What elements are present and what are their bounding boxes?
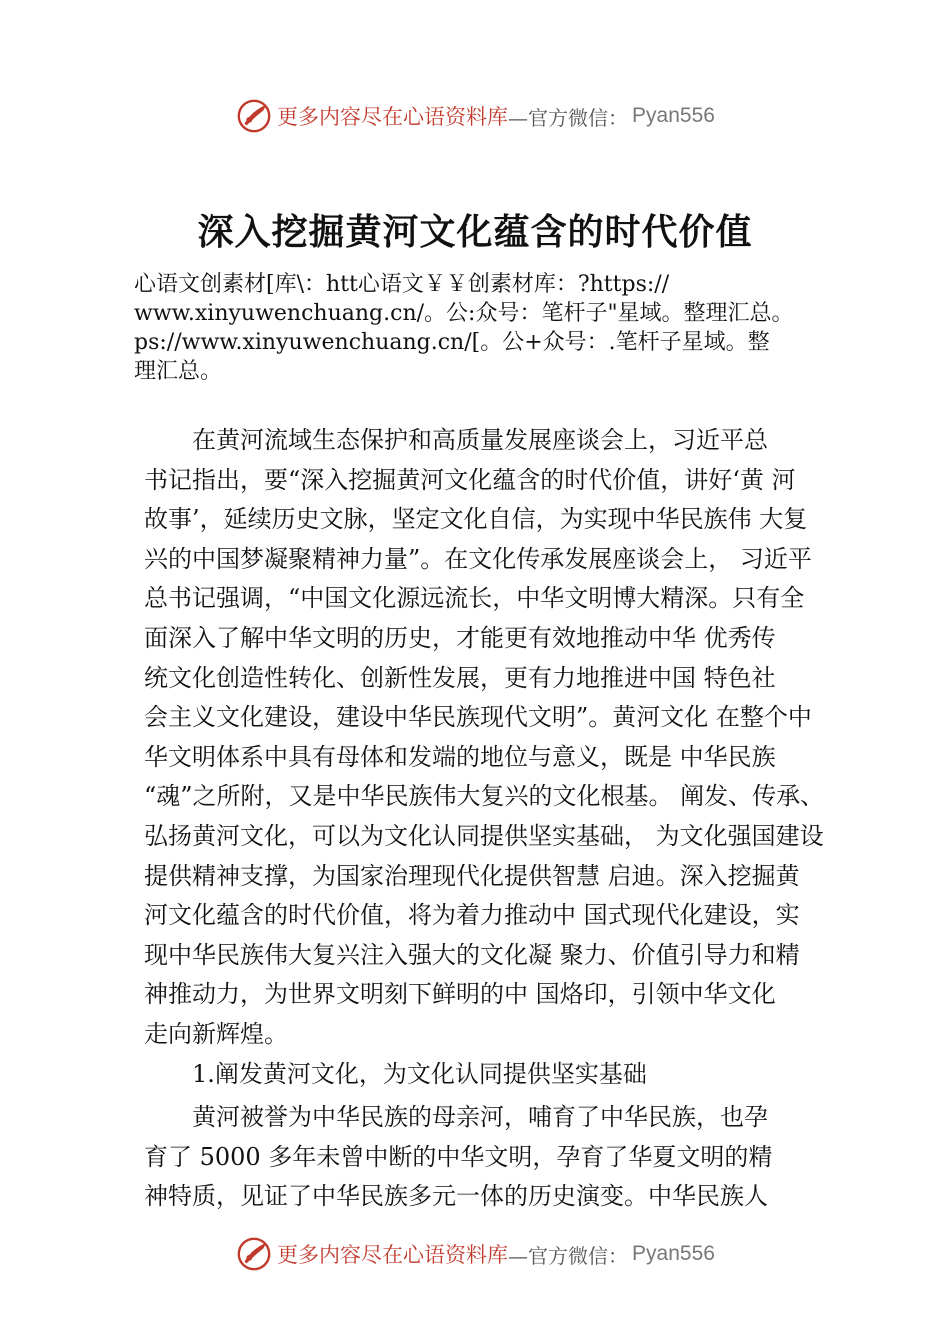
document-title: 深入挖掘黄河文化蕴含的时代价值 xyxy=(197,211,753,253)
text-line: 弘扬黄河文化，可以为文化认同提供坚实基础， 为文化强国建设 xyxy=(144,821,824,850)
banner-wechat-label: —官方微信： xyxy=(508,105,629,130)
text-line: “魂”之所附，又是中华民族伟大复兴的文化根基。 阐发、传承、 xyxy=(144,782,825,811)
source-line: www.xinyuwenchuang.cn/。公:众号：笔杆子"星域。整理汇总。 xyxy=(134,301,794,326)
text-line: 育了 5000 多年未曾中断的中华文明，孕育了华夏文明的精 xyxy=(144,1142,773,1171)
text-line: 黄河被誉为中华民族的母亲河，哺育了中华民族，也孕 xyxy=(144,1103,768,1131)
header-banner xyxy=(0,94,950,138)
text-line: 兴的中国梦凝聚精神力量”。在文化传承发展座谈会上， 习近平 xyxy=(144,544,812,573)
text-line: 总书记强调，“中国文化源远流长，中华文明博大精深。只有全 xyxy=(144,584,805,613)
text-line: 在黄河流域生态保护和高质量发展座谈会上，习近平总 xyxy=(144,426,768,454)
text-line: 神特质，见证了中华民族多元一体的历史演变。中华民族人 xyxy=(144,1182,768,1211)
source-line: ps://www.xinyuwenchuang.cn/[。公+众号：.笔杆子星域。整 xyxy=(134,330,770,355)
logo-icon xyxy=(235,97,273,135)
text-line: 河文化蕴含的时代价值，将为着力推动中 国式现代化建设，实 xyxy=(144,901,800,930)
logo-icon xyxy=(235,1235,273,1273)
text-line: 走向新辉煌。 xyxy=(144,1019,288,1048)
text-line: 神推动力，为世界文明刻下鲜明的中 国烙印，引领中华文化 xyxy=(144,980,776,1009)
text-line: 统文化创造性转化、创新性发展，更有力地推进中国 特色社 xyxy=(144,663,776,692)
paragraph-intro xyxy=(144,421,844,1055)
source-line: 理汇总。 xyxy=(134,359,223,384)
text-line: 华文明体系中具有母体和发端的地位与意义，既是 中华民族 xyxy=(144,742,776,771)
section-heading: 1.阐发黄河文化，为文化认同提供坚实基础 xyxy=(192,1060,647,1088)
text-line: 故事’，延续历史文脉，坚定文化自信，为实现中华民族伟 大复 xyxy=(144,505,808,534)
text-line: 书记指出，要“深入挖掘黄河文化蕴含的时代价值，讲好‘黄 河 xyxy=(144,465,796,494)
banner-wechat-id: Pyan556 xyxy=(632,1242,715,1265)
source-line: 心语文创素材[库\：htt心语文￥￥创素材库：?https:// xyxy=(134,272,670,297)
text-line: 面深入了解中华文明的历史，才能更有效地推动中华 优秀传 xyxy=(144,623,776,652)
source-note xyxy=(134,270,854,386)
banner-wechat-label: —官方微信： xyxy=(508,1243,629,1268)
footer-banner xyxy=(0,1232,950,1276)
banner-library-text: 更多内容尽在心语资料库 xyxy=(277,105,509,129)
banner-library-text: 更多内容尽在心语资料库 xyxy=(277,1243,509,1267)
text-line: 提供精神支撑，为国家治理现代化提供智慧 启迪。深入挖掘黄 xyxy=(144,861,800,890)
text-line: 现中华民族伟大复兴注入强大的文化凝 聚力、价值引导力和精 xyxy=(144,940,800,969)
banner-wechat-id: Pyan556 xyxy=(632,104,715,127)
text-line: 会主义文化建设，建设中华民族现代文明”。黄河文化 在整个中 xyxy=(144,703,812,732)
paragraph-section1 xyxy=(144,1098,844,1217)
